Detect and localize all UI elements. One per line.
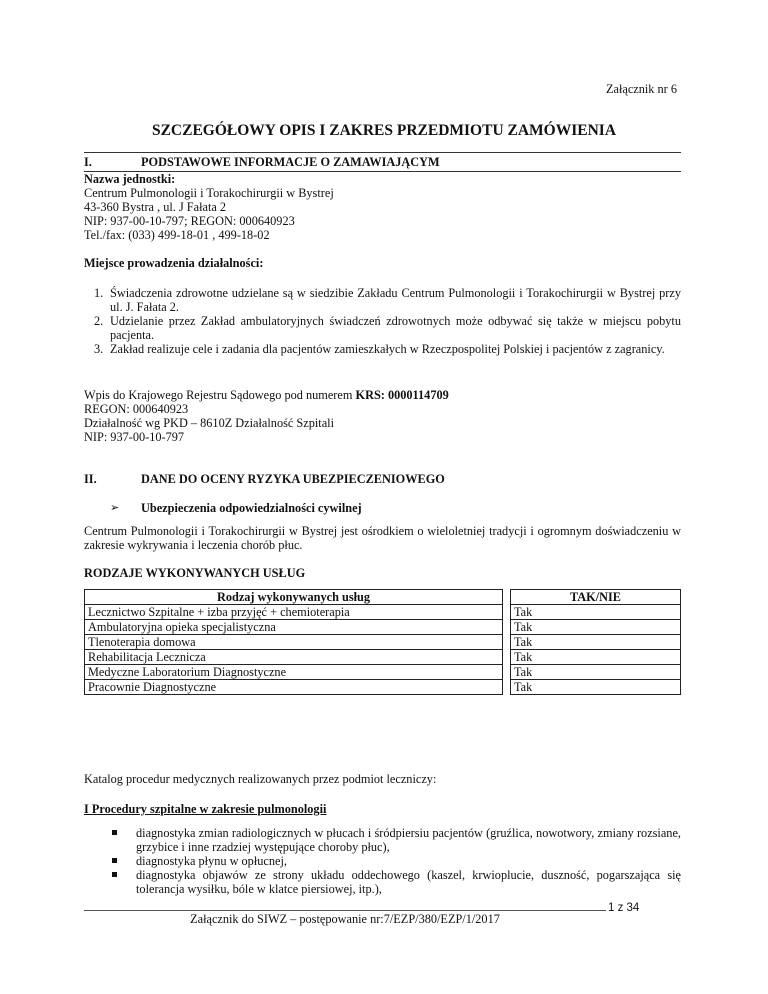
address-line: NIP: 937-00-10-797; REGON: 000640923 xyxy=(84,214,295,228)
services-table xyxy=(84,589,503,695)
unit-label: Nazwa jednostki: xyxy=(84,172,176,186)
address-line: Centrum Pulmonologii i Torakochirurgii w Bystrej xyxy=(84,186,334,200)
list-item: 3. Zakład realizuje cele i zadania dla pacjentów zamieszkałych w Rzeczpospolitej Polskiej i pacjentów z zagranicy. xyxy=(94,342,665,356)
registry-line: NIP: 937-00-10-797 xyxy=(84,430,185,444)
list-item: diagnostyka płynu w opłucnej, xyxy=(84,854,681,868)
krs-number: KRS: 0000114709 xyxy=(355,388,449,402)
table-row: Tlenoterapia domowa xyxy=(85,635,503,650)
footer-rule xyxy=(84,910,606,911)
liability-subheading: Ubezpieczenia odpowiedzialności cywilnej xyxy=(141,501,362,515)
krs-line: Wpis do Krajowego Rejestru Sądowego pod numerem KRS: 0000114709 xyxy=(84,388,449,402)
answers-table xyxy=(510,589,681,695)
registry-block xyxy=(84,402,334,444)
annex-label: Załącznik nr 6 xyxy=(605,82,677,96)
square-bullet-icon xyxy=(112,872,117,877)
intro-paragraph: Centrum Pulmonologii i Torakochirurgii w Bystrej jest ośrodkiem o wieloletniej tradycji i ogromnym doświadczeniu w zakresie wykrywania i leczenia chorób płuc. xyxy=(84,524,681,552)
table-row: Tak xyxy=(511,680,681,695)
table-row: Tak xyxy=(511,620,681,635)
page-number: 1 z 34 xyxy=(608,902,640,914)
section-rule-top xyxy=(84,152,681,153)
registry-line: REGON: 000640923 xyxy=(84,402,189,416)
address-block xyxy=(84,186,334,242)
place-list xyxy=(84,286,681,356)
list-item: diagnostyka zmian radiologicznych w płucach i śródpiersiu pacjentów (gruźlica, nowotwory, zmiany rozsiane, grzybice i inne rzadziej występujące choroby płuc), xyxy=(84,826,681,854)
list-item: diagnostyka objawów ze strony układu oddechowego (kaszel, krwioplucie, duszność, pogarszająca się tolerancja wysiłku, bóle w klatce piersiowej, itp.), xyxy=(84,868,681,896)
catalog-intro: Katalog procedur medycznych realizowanych przez podmiot leczniczy: xyxy=(84,772,437,786)
table-row: Medyczne Laboratorium Diagnostyczne xyxy=(85,665,503,680)
page-title: SZCZEGÓŁOWY OPIS I ZAKRES PRZEDMIOTU ZAMÓWIENIA xyxy=(151,122,617,139)
registry-line: Działalność wg PKD – 8610Z Działalność Szpitali xyxy=(84,416,334,430)
procedures-heading: I Procedury szpitalne w zakresie pulmonologii xyxy=(84,802,327,816)
section2-number: II. xyxy=(84,472,97,486)
square-bullet-icon xyxy=(112,830,117,835)
section1-heading: PODSTAWOWE INFORMACJE O ZAMAWIAJĄCYM xyxy=(141,155,440,169)
procedures-list xyxy=(84,826,681,896)
table-row: Tak xyxy=(511,665,681,680)
address-line: Tel./fax: (033) 499-18-01 , 499-18-02 xyxy=(84,228,270,242)
table-row: Pracownie Diagnostyczne xyxy=(85,680,503,695)
place-label: Miejsce prowadzenia działalności: xyxy=(84,256,264,270)
section2-heading: DANE DO OCENY RYZYKA UBEZPIECZENIOWEGO xyxy=(141,472,445,486)
footer-text: Załącznik do SIWZ – postępowanie nr:7/EZP/380/EZP/1/2017 xyxy=(190,912,500,926)
table-row: Tak xyxy=(511,635,681,650)
table-header-service: Rodzaj wykonywanych usług xyxy=(85,590,503,605)
services-heading: RODZAJE WYKONYWANYCH USŁUG xyxy=(84,566,306,580)
square-bullet-icon xyxy=(112,858,117,863)
table-header-answer: TAK/NIE xyxy=(511,590,681,605)
table-row: Rehabilitacja Lecznicza xyxy=(85,650,503,665)
address-line: 43-360 Bystra , ul. J Fałata 2 xyxy=(84,200,227,214)
list-item: 2. Udzielanie przez Zakład ambulatoryjnych świadczeń zdrowotnych może odbywać się także w miejscu pobytu pacjenta. xyxy=(94,314,681,342)
table-row: Tak xyxy=(511,650,681,665)
list-item: 1. Świadczenia zdrowotne udzielane są w siedzibie Zakładu Centrum Pulmonologii i Torakochirurgii w Bystrej przy ul. J. Fałata 2. xyxy=(94,286,681,314)
table-row: Ambulatoryjna opieka specjalistyczna xyxy=(85,620,503,635)
table-row: Tak xyxy=(511,605,681,620)
table-row: Lecznictwo Szpitalne + izba przyjęć + chemioterapia xyxy=(85,605,503,620)
arrow-bullet-icon: ➢ xyxy=(110,501,120,514)
section1-number: I. xyxy=(84,155,92,169)
